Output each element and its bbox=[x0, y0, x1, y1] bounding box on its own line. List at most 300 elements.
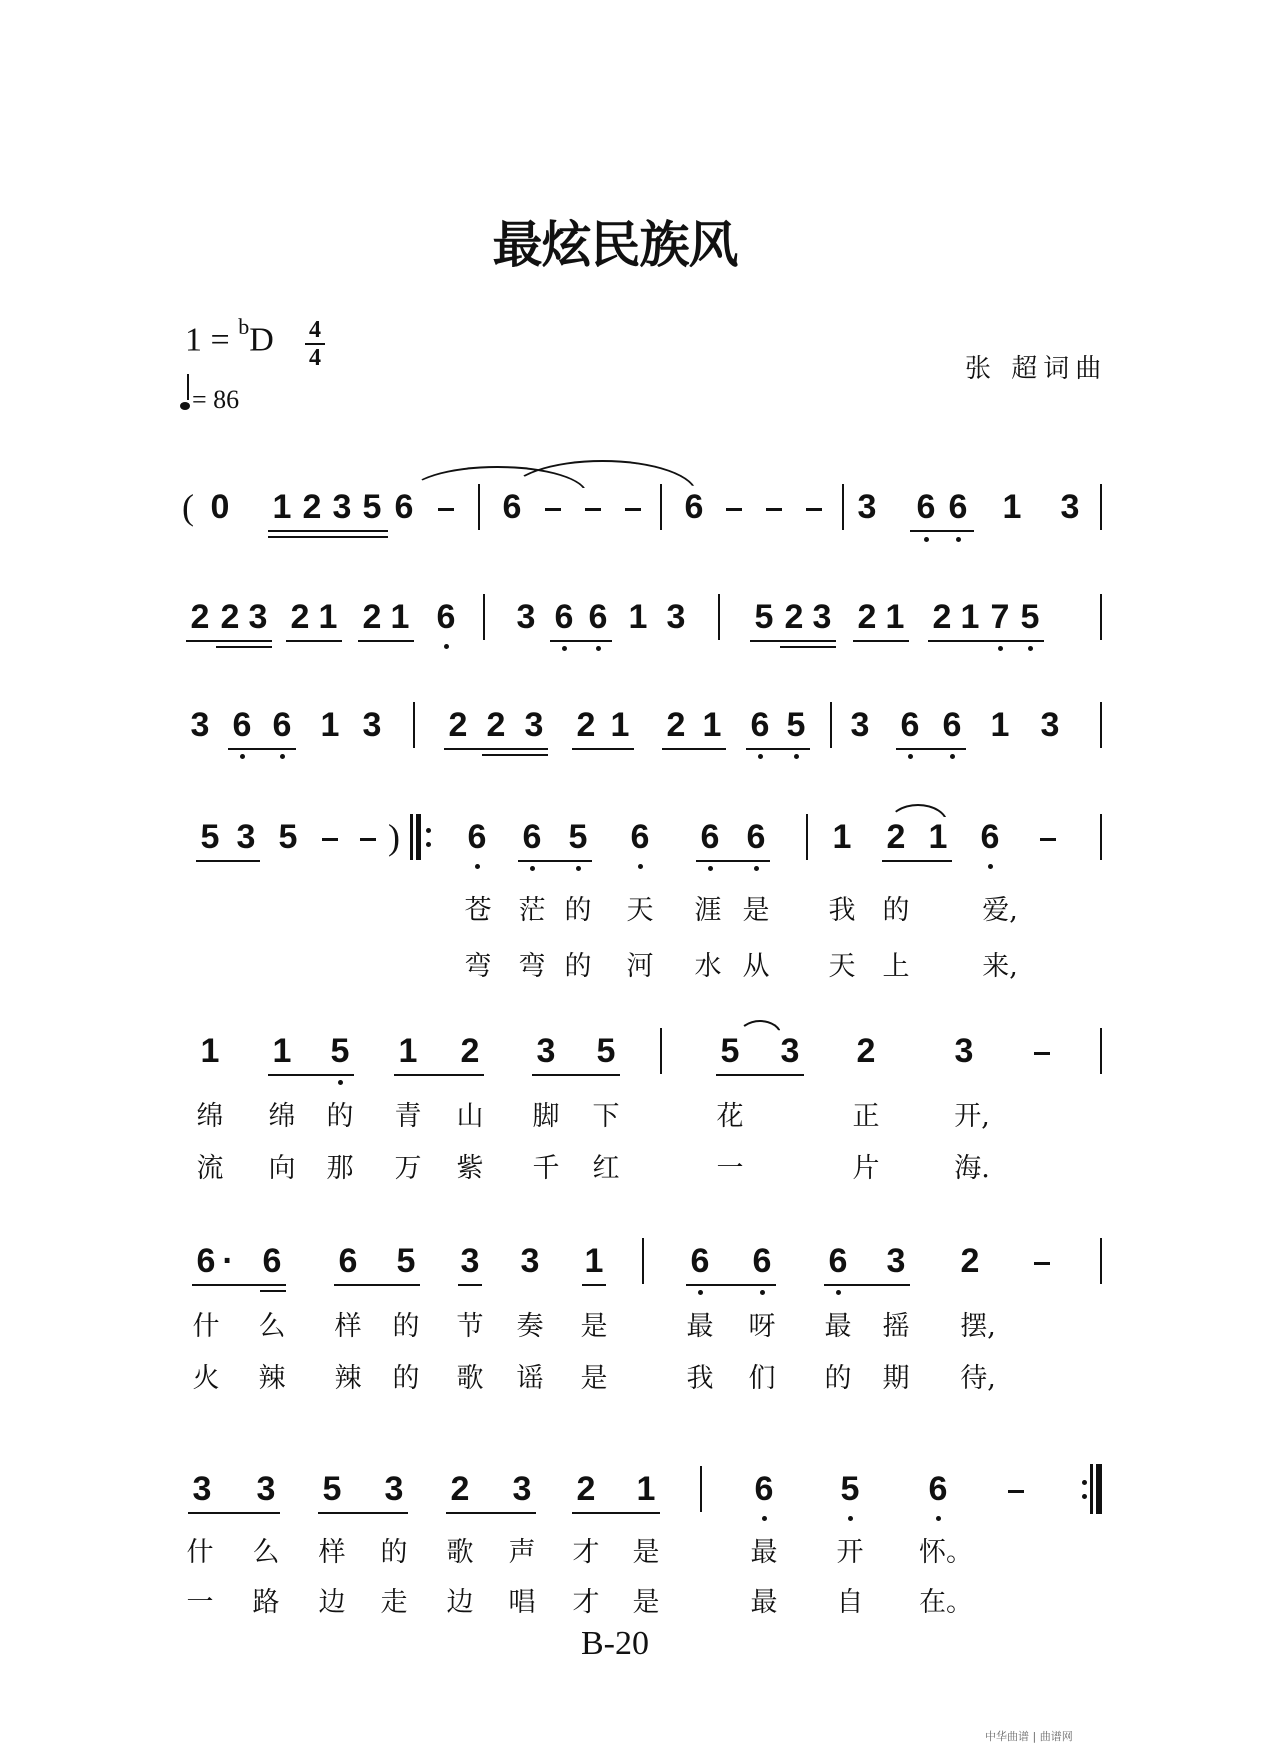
note-digit: 3 bbox=[520, 1242, 540, 1280]
note-digit: 2 bbox=[932, 598, 952, 636]
lyric-char: 样 bbox=[334, 1311, 362, 1342]
song-title: 最炫民族风 bbox=[492, 216, 738, 274]
note-digit: 1 bbox=[320, 706, 340, 744]
note-digit: 3 bbox=[362, 706, 382, 744]
lyric-char: 是 bbox=[632, 1587, 660, 1618]
lyric-char: 辣 bbox=[258, 1363, 286, 1394]
barline bbox=[842, 484, 844, 530]
octave-dot bbox=[848, 1516, 853, 1521]
note-digit: 1 bbox=[584, 1242, 604, 1280]
lyric-char: 呀 bbox=[748, 1311, 776, 1342]
barline bbox=[410, 814, 413, 860]
lyric-char: 路 bbox=[252, 1587, 280, 1618]
quarter-note-icon bbox=[180, 402, 190, 410]
octave-dot bbox=[758, 754, 763, 759]
note-digit: 6 bbox=[746, 818, 766, 856]
key-prefix: 1 = bbox=[185, 321, 239, 359]
lyric-char: 开, bbox=[954, 1101, 990, 1132]
note-digit: 3 bbox=[236, 818, 256, 856]
octave-dot bbox=[956, 537, 961, 542]
time-bottom: 4 bbox=[309, 345, 321, 371]
note-digit: 6 bbox=[394, 488, 414, 526]
lyric-char: 奏 bbox=[516, 1311, 544, 1342]
note-digit: 5 bbox=[786, 706, 806, 744]
barline bbox=[416, 814, 421, 860]
beam-underline bbox=[196, 860, 260, 862]
lyric-char: 河 bbox=[626, 951, 654, 982]
lyric-char: 弯 bbox=[518, 951, 546, 982]
note-digit: 1 bbox=[272, 1032, 292, 1070]
lyric-char: 的 bbox=[882, 895, 910, 926]
note-digit: 6 bbox=[467, 818, 487, 856]
note-digit: 6 bbox=[630, 818, 650, 856]
note-digit: 0 bbox=[210, 488, 230, 526]
score-row-1 bbox=[0, 487, 1272, 550]
lyrics-row-5-v2 bbox=[0, 1146, 1272, 1206]
note-digit: 6 bbox=[588, 598, 608, 636]
note-digit: 3 bbox=[248, 598, 268, 636]
beam-underline bbox=[896, 748, 966, 750]
beam-underline bbox=[824, 1284, 910, 1286]
time-signature bbox=[305, 318, 325, 370]
lyric-char: 的 bbox=[380, 1537, 408, 1568]
barline bbox=[1100, 594, 1102, 640]
barline bbox=[413, 702, 415, 748]
note-digit: 5 bbox=[362, 488, 382, 526]
note-digit: 6 bbox=[948, 488, 968, 526]
note-digit: 5 bbox=[1020, 598, 1040, 636]
note-digit: 1 bbox=[928, 818, 948, 856]
beam-underline bbox=[228, 748, 296, 750]
beam-underline bbox=[260, 1290, 286, 1292]
note-digit: 5 bbox=[330, 1032, 350, 1070]
octave-dot bbox=[988, 864, 993, 869]
octave-dot bbox=[562, 646, 567, 651]
lyric-char: 最 bbox=[750, 1537, 778, 1568]
lyric-char: 海. bbox=[954, 1153, 990, 1184]
lyric-char: 爱, bbox=[982, 895, 1018, 926]
note-digit: 5 bbox=[840, 1470, 860, 1508]
sustain-dash bbox=[766, 508, 782, 511]
note-digit: 2 bbox=[960, 1242, 980, 1280]
note-digit: 5 bbox=[396, 1242, 416, 1280]
octave-dot bbox=[950, 754, 955, 759]
note-digit: 2 bbox=[190, 598, 210, 636]
lyric-char: 么 bbox=[258, 1311, 286, 1342]
note-digit: 1 bbox=[636, 1470, 656, 1508]
beam-underline bbox=[268, 1074, 354, 1076]
note-digit: 3 bbox=[1060, 488, 1080, 526]
sustain-dash bbox=[625, 508, 641, 511]
note-digit: 3 bbox=[512, 1470, 532, 1508]
note-digit: 6 bbox=[928, 1470, 948, 1508]
lyric-char: 摆, bbox=[960, 1311, 996, 1342]
note-digit: 3 bbox=[460, 1242, 480, 1280]
lyric-char: 辣 bbox=[334, 1363, 362, 1394]
sustain-dash bbox=[322, 838, 338, 841]
note-digit: 3 bbox=[536, 1032, 556, 1070]
beam-underline bbox=[188, 1512, 280, 1514]
note-digit: 1 bbox=[702, 706, 722, 744]
lyric-char: 的 bbox=[564, 895, 592, 926]
note-digit: 2 bbox=[886, 818, 906, 856]
octave-dot bbox=[924, 537, 929, 542]
key-note: D bbox=[249, 321, 274, 359]
note-digit: 1 bbox=[318, 598, 338, 636]
octave-dot bbox=[836, 1290, 841, 1295]
note-digit: 6 bbox=[196, 1242, 216, 1280]
lyric-char: 万 bbox=[394, 1153, 422, 1184]
note-digit: 3 bbox=[886, 1242, 906, 1280]
lyric-char: 最 bbox=[750, 1587, 778, 1618]
lyric-char: 最 bbox=[686, 1311, 714, 1342]
note-digit: 2 bbox=[460, 1032, 480, 1070]
note-digit: 2 bbox=[784, 598, 804, 636]
lyric-char: 期 bbox=[882, 1363, 910, 1394]
key-signature bbox=[185, 314, 274, 359]
barline bbox=[1100, 1028, 1102, 1074]
note-digit: 6 bbox=[554, 598, 574, 636]
lyric-char: 流 bbox=[196, 1153, 224, 1184]
note-digit: 1 bbox=[990, 706, 1010, 744]
lyric-char: 水 bbox=[694, 951, 722, 982]
lyric-char: 下 bbox=[592, 1101, 620, 1132]
note-digit: 6 bbox=[436, 598, 456, 636]
note-digit: 1 bbox=[390, 598, 410, 636]
beam-underline bbox=[532, 1074, 620, 1076]
lyric-char: 自 bbox=[836, 1587, 864, 1618]
lyric-char: 才 bbox=[572, 1587, 600, 1618]
beam-underline bbox=[550, 640, 612, 642]
beam-underline bbox=[696, 860, 770, 862]
beam-underline bbox=[686, 1284, 776, 1286]
note-digit: 5 bbox=[200, 818, 220, 856]
time-top: 4 bbox=[309, 317, 321, 343]
beam-underline bbox=[746, 748, 810, 750]
lyric-char: 唱 bbox=[508, 1587, 536, 1618]
lyric-char: 什 bbox=[192, 1311, 220, 1342]
note-digit: 3 bbox=[516, 598, 536, 636]
note-digit: 2 bbox=[362, 598, 382, 636]
barline bbox=[642, 1238, 644, 1284]
octave-dot bbox=[1028, 646, 1033, 651]
note-digit: 1 bbox=[398, 1032, 418, 1070]
sustain-dash bbox=[585, 508, 601, 511]
lyric-char: 的 bbox=[392, 1363, 420, 1394]
score-row-5 bbox=[0, 1034, 1272, 1094]
beam-underline bbox=[286, 640, 342, 642]
lyric-char: 脚 bbox=[532, 1101, 560, 1132]
lyric-char: 是 bbox=[742, 895, 770, 926]
note-digit: 3 bbox=[524, 706, 544, 744]
lyric-char: 正 bbox=[852, 1101, 880, 1132]
octave-dot bbox=[1082, 1494, 1087, 1499]
lyric-char: 一 bbox=[716, 1153, 744, 1184]
octave-dot bbox=[760, 1290, 765, 1295]
note-digit: 2 bbox=[857, 598, 877, 636]
lyric-char: 涯 bbox=[694, 895, 722, 926]
note-digit: 3 bbox=[954, 1032, 974, 1070]
note-digit: 6 bbox=[754, 1470, 774, 1508]
lyric-char: 边 bbox=[318, 1587, 346, 1618]
note-digit: · bbox=[222, 1242, 234, 1280]
note-digit: 3 bbox=[256, 1470, 276, 1508]
note-digit: 6 bbox=[980, 818, 1000, 856]
octave-dot bbox=[426, 828, 431, 833]
lyric-char: 歌 bbox=[446, 1537, 474, 1568]
lyric-char: 是 bbox=[580, 1311, 608, 1342]
beam-underline bbox=[394, 1074, 484, 1076]
lyric-char: 向 bbox=[268, 1153, 296, 1184]
score-row-6 bbox=[0, 1244, 1272, 1304]
octave-dot bbox=[1082, 1480, 1087, 1485]
note-digit: 6 bbox=[684, 488, 704, 526]
note-digit: 2 bbox=[302, 488, 322, 526]
lyric-char: 的 bbox=[564, 951, 592, 982]
note-digit: 3 bbox=[666, 598, 686, 636]
octave-dot bbox=[698, 1290, 703, 1295]
beam-underline bbox=[572, 1512, 660, 1514]
score-row-2 bbox=[0, 600, 1272, 660]
lyric-char: 红 bbox=[592, 1153, 620, 1184]
lyrics-row-4-v1 bbox=[0, 888, 1272, 948]
lyric-char: 绵 bbox=[268, 1101, 296, 1132]
note-digit: 6 bbox=[916, 488, 936, 526]
lyrics-row-4-v2 bbox=[0, 944, 1272, 1004]
lyric-char: 摇 bbox=[882, 1311, 910, 1342]
octave-dot bbox=[908, 754, 913, 759]
lyric-char: 一 bbox=[186, 1587, 214, 1618]
lyric-char: 是 bbox=[580, 1363, 608, 1394]
lyric-char: 们 bbox=[748, 1363, 776, 1394]
slur-arc bbox=[888, 804, 948, 824]
note-digit: 3 bbox=[857, 488, 877, 526]
note-digit: 1 bbox=[1002, 488, 1022, 526]
beam-underline bbox=[444, 748, 548, 750]
lyric-char: 片 bbox=[852, 1153, 880, 1184]
lyric-char: 从 bbox=[742, 951, 770, 982]
note-digit: 2 bbox=[450, 1470, 470, 1508]
note-digit: 3 bbox=[780, 1032, 800, 1070]
lyric-char: 弯 bbox=[464, 951, 492, 982]
lyric-char: 才 bbox=[572, 1537, 600, 1568]
lyric-char: 待, bbox=[960, 1363, 996, 1394]
octave-dot bbox=[596, 646, 601, 651]
open-paren: ( bbox=[182, 487, 194, 527]
beam-underline bbox=[446, 1512, 536, 1514]
octave-dot bbox=[754, 866, 759, 871]
barline bbox=[806, 814, 808, 860]
beam-underline bbox=[750, 640, 836, 642]
note-digit: 3 bbox=[192, 1470, 212, 1508]
note-digit: 5 bbox=[596, 1032, 616, 1070]
octave-dot bbox=[475, 864, 480, 869]
note-digit: 1 bbox=[272, 488, 292, 526]
beam-underline bbox=[582, 1284, 606, 1286]
octave-dot bbox=[576, 866, 581, 871]
beam-underline bbox=[186, 640, 272, 642]
parenthesis: ) bbox=[388, 817, 400, 857]
lyrics-row-5-v1 bbox=[0, 1094, 1272, 1154]
note-digit: 2 bbox=[576, 706, 596, 744]
note-digit: 5 bbox=[278, 818, 298, 856]
beam-underline bbox=[482, 754, 548, 756]
barline bbox=[1100, 484, 1102, 530]
barline bbox=[830, 702, 832, 748]
beam-underline bbox=[910, 530, 974, 532]
lyric-char: 茫 bbox=[518, 895, 546, 926]
sustain-dash bbox=[1040, 838, 1056, 841]
lyric-char: 节 bbox=[456, 1311, 484, 1342]
sustain-dash bbox=[360, 838, 376, 841]
lyric-char: 青 bbox=[394, 1101, 422, 1132]
beam-underline bbox=[853, 640, 909, 642]
barline bbox=[478, 484, 480, 530]
score-row-4 bbox=[0, 817, 1272, 880]
sustain-dash bbox=[726, 508, 742, 511]
octave-dot bbox=[240, 754, 245, 759]
note-digit: 6 bbox=[900, 706, 920, 744]
lyric-char: 谣 bbox=[516, 1363, 544, 1394]
score-row-3 bbox=[0, 708, 1272, 768]
note-digit: 2 bbox=[486, 706, 506, 744]
note-digit: 6 bbox=[502, 488, 522, 526]
beam-underline bbox=[882, 860, 952, 862]
octave-dot bbox=[530, 866, 535, 871]
octave-dot bbox=[426, 842, 431, 847]
barline bbox=[1100, 814, 1102, 860]
barline bbox=[718, 594, 720, 640]
lyric-char: 上 bbox=[882, 951, 910, 982]
beam-underline bbox=[268, 536, 388, 538]
score-row-7 bbox=[0, 1472, 1272, 1532]
sustain-dash bbox=[1034, 1052, 1050, 1055]
note-digit: 2 bbox=[576, 1470, 596, 1508]
note-digit: 2 bbox=[290, 598, 310, 636]
slur-arc bbox=[508, 460, 697, 494]
beam-underline bbox=[928, 640, 1044, 642]
octave-dot bbox=[794, 754, 799, 759]
flat-icon: b bbox=[238, 314, 250, 339]
barline bbox=[700, 1466, 702, 1512]
note-digit: 7 bbox=[990, 598, 1010, 636]
lyric-char: 天 bbox=[828, 951, 856, 982]
note-digit: 3 bbox=[1040, 706, 1060, 744]
lyric-char: 我 bbox=[686, 1363, 714, 1394]
lyric-char: 的 bbox=[326, 1101, 354, 1132]
note-digit: 1 bbox=[610, 706, 630, 744]
beam-underline bbox=[192, 1284, 286, 1286]
lyric-char: 绵 bbox=[196, 1101, 224, 1132]
octave-dot bbox=[762, 1516, 767, 1521]
lyric-char: 歌 bbox=[456, 1363, 484, 1394]
octave-dot bbox=[708, 866, 713, 871]
lyric-char: 声 bbox=[508, 1537, 536, 1568]
note-digit: 3 bbox=[332, 488, 352, 526]
beam-underline bbox=[572, 748, 634, 750]
note-digit: 6 bbox=[338, 1242, 358, 1280]
lyric-char: 火 bbox=[192, 1363, 220, 1394]
beam-underline bbox=[318, 1512, 408, 1514]
lyric-char: 走 bbox=[380, 1587, 408, 1618]
note-digit: 6 bbox=[700, 818, 720, 856]
note-digit: 1 bbox=[885, 598, 905, 636]
page-number: B-20 bbox=[581, 1625, 649, 1662]
note-digit: 3 bbox=[384, 1470, 404, 1508]
barline bbox=[483, 594, 485, 640]
note-digit: 2 bbox=[220, 598, 240, 636]
lyric-char: 紫 bbox=[456, 1153, 484, 1184]
beam-underline bbox=[358, 640, 414, 642]
note-digit: 2 bbox=[448, 706, 468, 744]
watermark: 中华曲谱 | 曲谱网 bbox=[985, 1730, 1073, 1743]
note-digit: 3 bbox=[850, 706, 870, 744]
lyric-char: 我 bbox=[828, 895, 856, 926]
sustain-dash bbox=[1034, 1262, 1050, 1265]
lyric-char: 的 bbox=[392, 1311, 420, 1342]
note-digit: 1 bbox=[200, 1032, 220, 1070]
sustain-dash bbox=[545, 508, 561, 511]
note-digit: 6 bbox=[752, 1242, 772, 1280]
lyric-char: 样 bbox=[318, 1537, 346, 1568]
octave-dot bbox=[998, 646, 1003, 651]
note-digit: 6 bbox=[262, 1242, 282, 1280]
lyric-char: 千 bbox=[532, 1153, 560, 1184]
beam-underline bbox=[662, 748, 726, 750]
beam-underline bbox=[716, 1074, 804, 1076]
octave-dot bbox=[444, 644, 449, 649]
lyric-char: 怀。 bbox=[919, 1537, 973, 1568]
note-stem bbox=[187, 374, 189, 400]
lyric-char: 来, bbox=[982, 951, 1018, 982]
note-digit: 6 bbox=[750, 706, 770, 744]
sustain-dash bbox=[438, 508, 454, 511]
lyric-char: 山 bbox=[456, 1101, 484, 1132]
tempo-value: = 86 bbox=[192, 385, 240, 414]
lyric-char: 开 bbox=[836, 1537, 864, 1568]
beam-underline bbox=[458, 1284, 482, 1286]
lyric-char: 边 bbox=[446, 1587, 474, 1618]
octave-dot bbox=[638, 864, 643, 869]
note-digit: 5 bbox=[568, 818, 588, 856]
lyric-char: 是 bbox=[632, 1537, 660, 1568]
note-digit: 1 bbox=[628, 598, 648, 636]
beam-underline bbox=[334, 1284, 420, 1286]
lyric-char: 天 bbox=[626, 895, 654, 926]
octave-dot bbox=[338, 1080, 343, 1085]
lyric-char: 在。 bbox=[919, 1587, 973, 1618]
composer-credit: 张 超词曲 bbox=[965, 354, 1108, 384]
barline bbox=[1096, 1464, 1102, 1514]
note-digit: 3 bbox=[812, 598, 832, 636]
note-digit: 6 bbox=[232, 706, 252, 744]
beam-underline bbox=[518, 860, 592, 862]
note-digit: 3 bbox=[190, 706, 210, 744]
lyric-char: 么 bbox=[252, 1537, 280, 1568]
slur-arc bbox=[738, 1020, 782, 1036]
beam-underline bbox=[268, 530, 388, 532]
lyric-char: 什 bbox=[186, 1537, 214, 1568]
sustain-dash bbox=[806, 508, 822, 511]
lyrics-row-6-v2 bbox=[0, 1356, 1272, 1416]
note-digit: 5 bbox=[322, 1470, 342, 1508]
lyric-char: 苍 bbox=[464, 895, 492, 926]
lyric-char: 花 bbox=[716, 1101, 744, 1132]
note-digit: 2 bbox=[856, 1032, 876, 1070]
note-digit: 6 bbox=[272, 706, 292, 744]
note-digit: 2 bbox=[666, 706, 686, 744]
note-digit: 5 bbox=[754, 598, 774, 636]
